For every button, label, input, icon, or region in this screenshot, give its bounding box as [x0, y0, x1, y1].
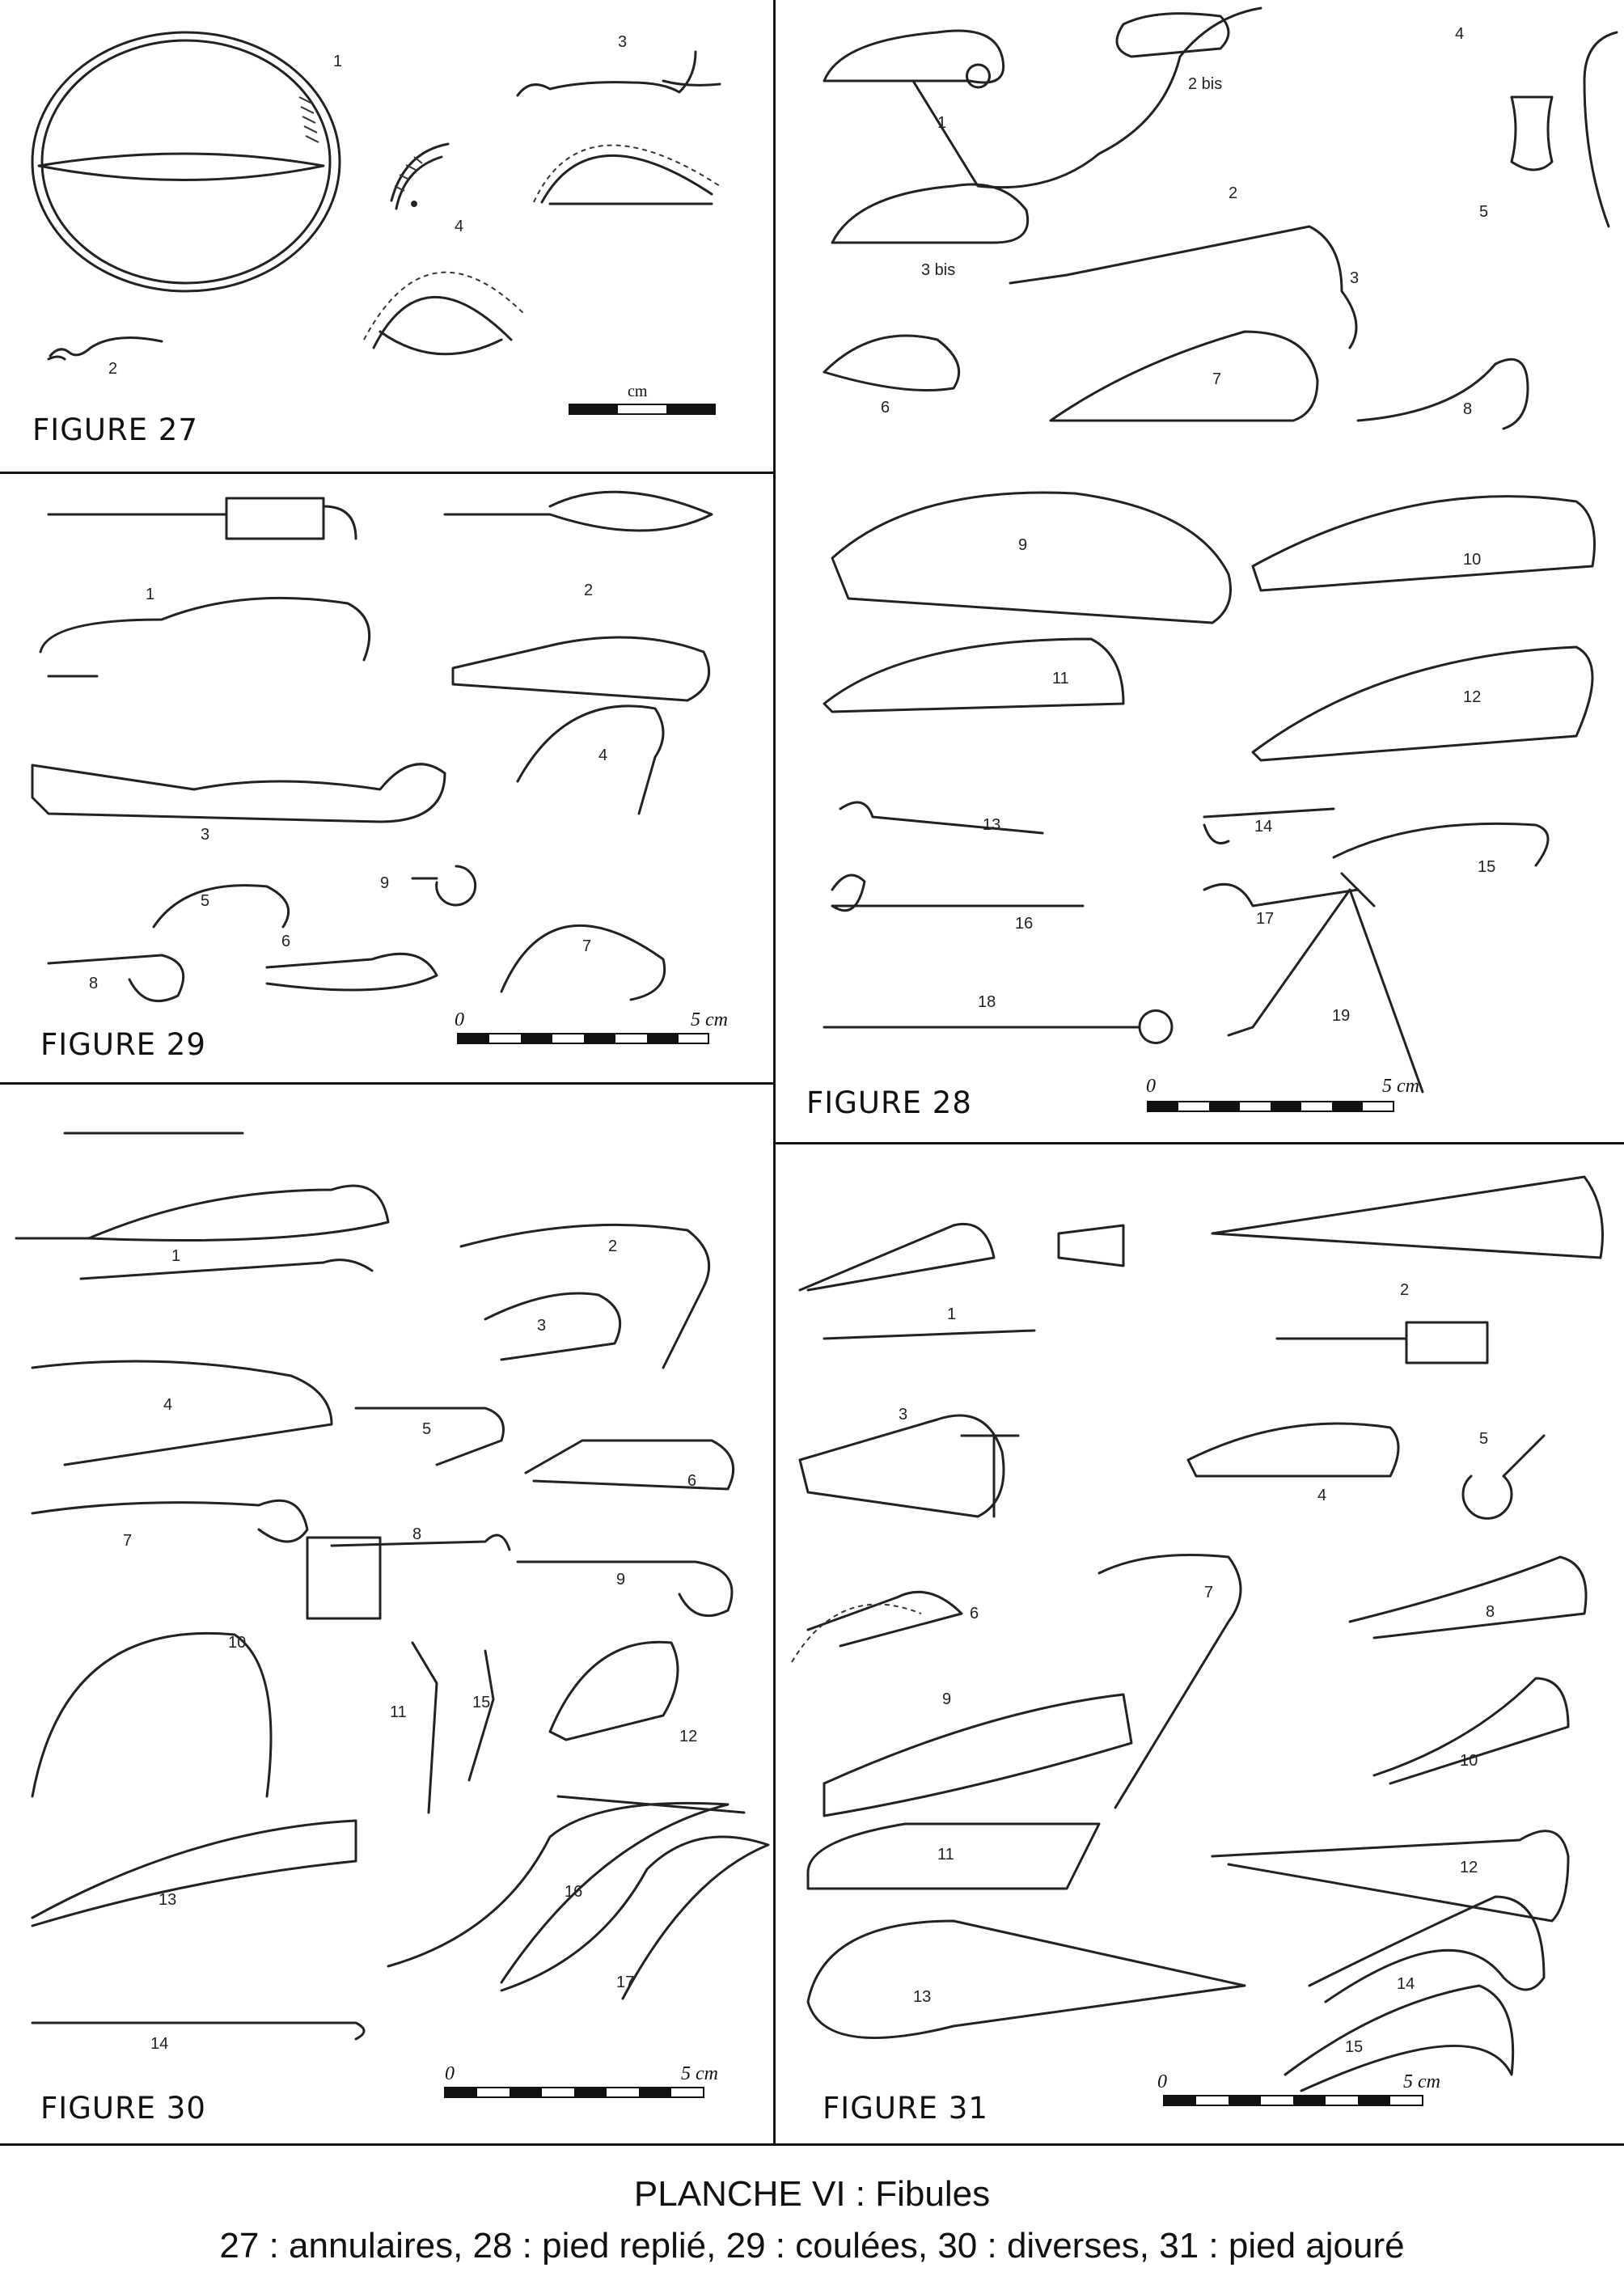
plate-title: PLANCHE VI : Fibules: [633, 2174, 991, 2214]
figure-number: 12: [679, 1728, 698, 1745]
fibula-31-3-drawing: [800, 1415, 1018, 1517]
fibula-30-4-drawing: [32, 1361, 332, 1465]
fibula-31-13-drawing: [808, 1921, 1245, 2038]
fibula-30-7-drawing: [32, 1500, 307, 1542]
figure-number: 2: [608, 1237, 618, 1255]
figure-title: FIGURE 30: [40, 2091, 206, 2126]
fibula-28-8-drawing: [1358, 359, 1528, 429]
figure-number: 4: [163, 1396, 173, 1414]
figure-number: 9: [942, 1690, 952, 1708]
fibula-28-12-drawing: [1253, 647, 1592, 760]
fibula-31-5-drawing: [1463, 1436, 1544, 1518]
fibula-30-16-drawing: [388, 1803, 728, 1982]
figure-number: 11: [390, 1703, 407, 1721]
figure-number: 17: [616, 1974, 635, 1991]
scale-start-label: 0: [1146, 1076, 1156, 1097]
figure-number: 11: [937, 1846, 954, 1864]
figure-number: 3: [201, 826, 210, 844]
figure-number: 4: [1455, 25, 1465, 43]
figure-number: 17: [1256, 910, 1275, 928]
fibula-31-4-drawing: [1188, 1424, 1398, 1476]
figure-number: 2 bis: [1188, 75, 1223, 93]
figure-title: FIGURE 29: [40, 1027, 206, 1062]
scale-start-label: 0: [445, 2063, 455, 2084]
figure-number: 6: [970, 1605, 979, 1622]
fibula-31-9-drawing: [824, 1694, 1131, 1816]
fibula-30-12-drawing: [550, 1642, 744, 1813]
figure-number: 12: [1463, 688, 1482, 706]
fibula-29-5-drawing: [154, 886, 289, 927]
figure-number: 10: [228, 1634, 247, 1652]
fibula-28-3bis-drawing: [832, 184, 1028, 243]
figure-title: FIGURE 28: [806, 1085, 972, 1120]
figure-31-panel: [776, 1144, 1624, 2143]
figure-number: 16: [565, 1883, 583, 1901]
figure-number: 19: [1332, 1007, 1351, 1025]
plate-subtitle: 27 : annulaires, 28 : pied replié, 29 : coulées, 30 : diverses, 31 : pied ajouré: [219, 2226, 1405, 2266]
figure-number: 6: [687, 1472, 697, 1490]
fibula-29-3-drawing: [32, 764, 445, 822]
figure-number: 18: [978, 993, 996, 1011]
fibula-30-1-drawing: [16, 1186, 388, 1241]
figure-number: 13: [983, 816, 1001, 834]
fibula-30-6-drawing: [526, 1441, 734, 1489]
fibula-28-6-drawing: [824, 336, 959, 391]
scale-unit-label: cm: [628, 383, 648, 400]
fibula-28-7-drawing: [1051, 332, 1317, 421]
figure-number: 5: [1479, 203, 1489, 221]
fibula-28-17-drawing: [1204, 884, 1358, 906]
figure-30-panel: [0, 1085, 773, 2143]
fibula-29-9-drawing: [412, 866, 476, 905]
figure-29-drawings: [0, 474, 773, 1082]
figure-number: 2: [108, 360, 118, 378]
figure-number: 6: [281, 933, 291, 950]
fibula-29-7-drawing: [501, 925, 665, 1000]
fibula-29-6-drawing: [267, 954, 437, 990]
figure-number: 13: [159, 1891, 177, 1909]
figure-number: 10: [1463, 551, 1482, 569]
figure-number: 3: [1350, 269, 1360, 287]
fibula-31-big-drawing: [1212, 1177, 1603, 1258]
figure-number: 3 bis: [921, 261, 956, 279]
figure-number: 7: [1204, 1584, 1214, 1601]
fibula-30-3-drawing: [485, 1293, 620, 1360]
fibula-28-5-drawing: [1512, 97, 1552, 170]
figure-number: 4: [598, 747, 608, 764]
figure-number: 1: [146, 586, 155, 603]
fibula-30-2-drawing: [461, 1225, 709, 1368]
figure-28-drawings: [776, 0, 1624, 1142]
fibula-31-10-drawing: [1374, 1678, 1568, 1783]
fibula-28-15-drawing: [1334, 823, 1548, 906]
figure-number: 5: [1479, 1430, 1489, 1448]
scale-end-label: 5 cm: [691, 1009, 728, 1030]
figure-number: 16: [1015, 915, 1034, 933]
fibula-31-8-drawing: [1350, 1557, 1586, 1638]
fibula-29-4-drawing: [518, 706, 663, 814]
fibula-29-1b-drawing: [40, 598, 370, 676]
fibula-28-2bis-drawing: [1117, 14, 1229, 57]
fibula-30-5-drawing: [356, 1408, 504, 1465]
scale-start-label: 0: [455, 1009, 464, 1030]
scale-start-label: 0: [1157, 2071, 1167, 2092]
fibula-29-8-drawing: [49, 955, 184, 1001]
fibula-31-1b-drawing: [1059, 1225, 1123, 1266]
figure-number: 15: [1478, 858, 1496, 876]
figure-31-drawings: [776, 1144, 1624, 2143]
figure-number: 9: [380, 874, 390, 892]
fibula-31-11-drawing: [808, 1824, 1099, 1889]
fibula-28-11-drawing: [824, 639, 1123, 712]
figure-number: 13: [913, 1988, 932, 2006]
figure-27-panel: [0, 0, 773, 472]
figure-number: 3: [899, 1406, 908, 1424]
fibula-30-14-drawing: [32, 2023, 364, 2039]
figure-title: FIGURE 27: [32, 412, 198, 447]
fibula-27-3-drawing: [518, 52, 720, 95]
figure-number: 3: [537, 1317, 547, 1335]
fibula-31-12-drawing: [1212, 1831, 1568, 1921]
figure-title: FIGURE 31: [823, 2091, 988, 2126]
scale-end-label: 5 cm: [681, 2063, 718, 2084]
figure-number: 14: [1254, 818, 1273, 836]
fibula-28-2-drawing: [913, 8, 1261, 188]
figure-number: 11: [1052, 670, 1069, 687]
fibula-30-1b-drawing: [81, 1260, 372, 1279]
figure-number: 4: [455, 218, 464, 235]
figure-27-drawings: [0, 0, 773, 472]
fibula-31-2-drawing: [1277, 1322, 1487, 1363]
fibula-28-1-drawing: [824, 31, 1004, 87]
fibula-31-7-drawing: [1099, 1555, 1241, 1809]
fibula-31-15-drawing: [1285, 1986, 1513, 2091]
fibula-31-1-drawing: [800, 1224, 1034, 1339]
figure-number: 4: [1317, 1487, 1327, 1504]
figure-number: 5: [201, 892, 210, 910]
figure-number: 5: [422, 1420, 432, 1438]
figure-number: 15: [1345, 2038, 1364, 2056]
figure-number: 9: [616, 1571, 626, 1589]
fibula-31-6-drawing: [808, 1592, 962, 1646]
figure-number: 1: [333, 53, 343, 70]
figure-number: 8: [1486, 1603, 1495, 1621]
figure-number: 8: [89, 975, 99, 992]
fibula-29-2b-drawing: [453, 637, 709, 700]
fibula-27-1-drawing: [32, 32, 343, 291]
scale-end-label: 5 cm: [1382, 1076, 1419, 1097]
fibula-27-2-drawing: [49, 338, 162, 360]
fibula-28-18-drawing: [824, 1011, 1172, 1043]
fibula-28-13-drawing: [840, 802, 1042, 833]
figure-number: 8: [412, 1525, 422, 1543]
figure-29-panel: [0, 474, 773, 1082]
fibula-29-1-drawing: [49, 498, 356, 539]
figure-number: 7: [123, 1532, 133, 1550]
fibula-30-13-drawing: [32, 1821, 356, 1926]
fibula-28-16-drawing: [832, 875, 1083, 911]
figure-number: 14: [150, 2035, 169, 2053]
figure-number: 12: [1460, 1859, 1478, 1876]
fibula-28-19-drawing: [1229, 890, 1423, 1092]
fibula-28-14-drawing: [1204, 809, 1334, 844]
fibula-27-4b-drawing: [364, 146, 720, 354]
figure-number: 2: [1229, 184, 1238, 202]
figure-number: 14: [1397, 1975, 1415, 1993]
figure-number: 7: [582, 937, 592, 955]
figure-number: 15: [472, 1694, 491, 1711]
fibula-30-9-drawing: [518, 1562, 732, 1616]
figure-30-drawings: [0, 1085, 773, 2143]
figure-number: 9: [1018, 536, 1028, 554]
figure-number: 3: [618, 33, 628, 51]
figure-number: 7: [1212, 370, 1222, 388]
fibula-30-17-drawing: [501, 1837, 768, 1999]
figure-number: 8: [1463, 400, 1473, 418]
fibula-29-2-drawing: [445, 492, 712, 531]
figure-number: 1: [937, 114, 947, 132]
fibula-30-15-drawing: [469, 1651, 493, 1780]
scale-end-label: 5 cm: [1403, 2071, 1440, 2092]
figure-number: 10: [1460, 1752, 1478, 1770]
fibula-28-10-drawing: [1253, 497, 1595, 590]
figure-number: 1: [171, 1247, 181, 1265]
fibula-27-4-drawing: [391, 144, 448, 209]
figure-number: 1: [947, 1305, 957, 1323]
fibula-30-11-drawing: [412, 1643, 437, 1813]
figure-number: 2: [1400, 1281, 1410, 1299]
figure-number: 6: [881, 399, 890, 417]
bottom-divider: [0, 2143, 1624, 2146]
fibula-28-3-drawing: [1010, 226, 1356, 348]
figure-number: 2: [584, 582, 594, 599]
fibula-28-9-drawing: [832, 493, 1231, 623]
fibula-28-4-drawing: [1584, 32, 1617, 226]
figure-28-panel: [776, 0, 1624, 1142]
